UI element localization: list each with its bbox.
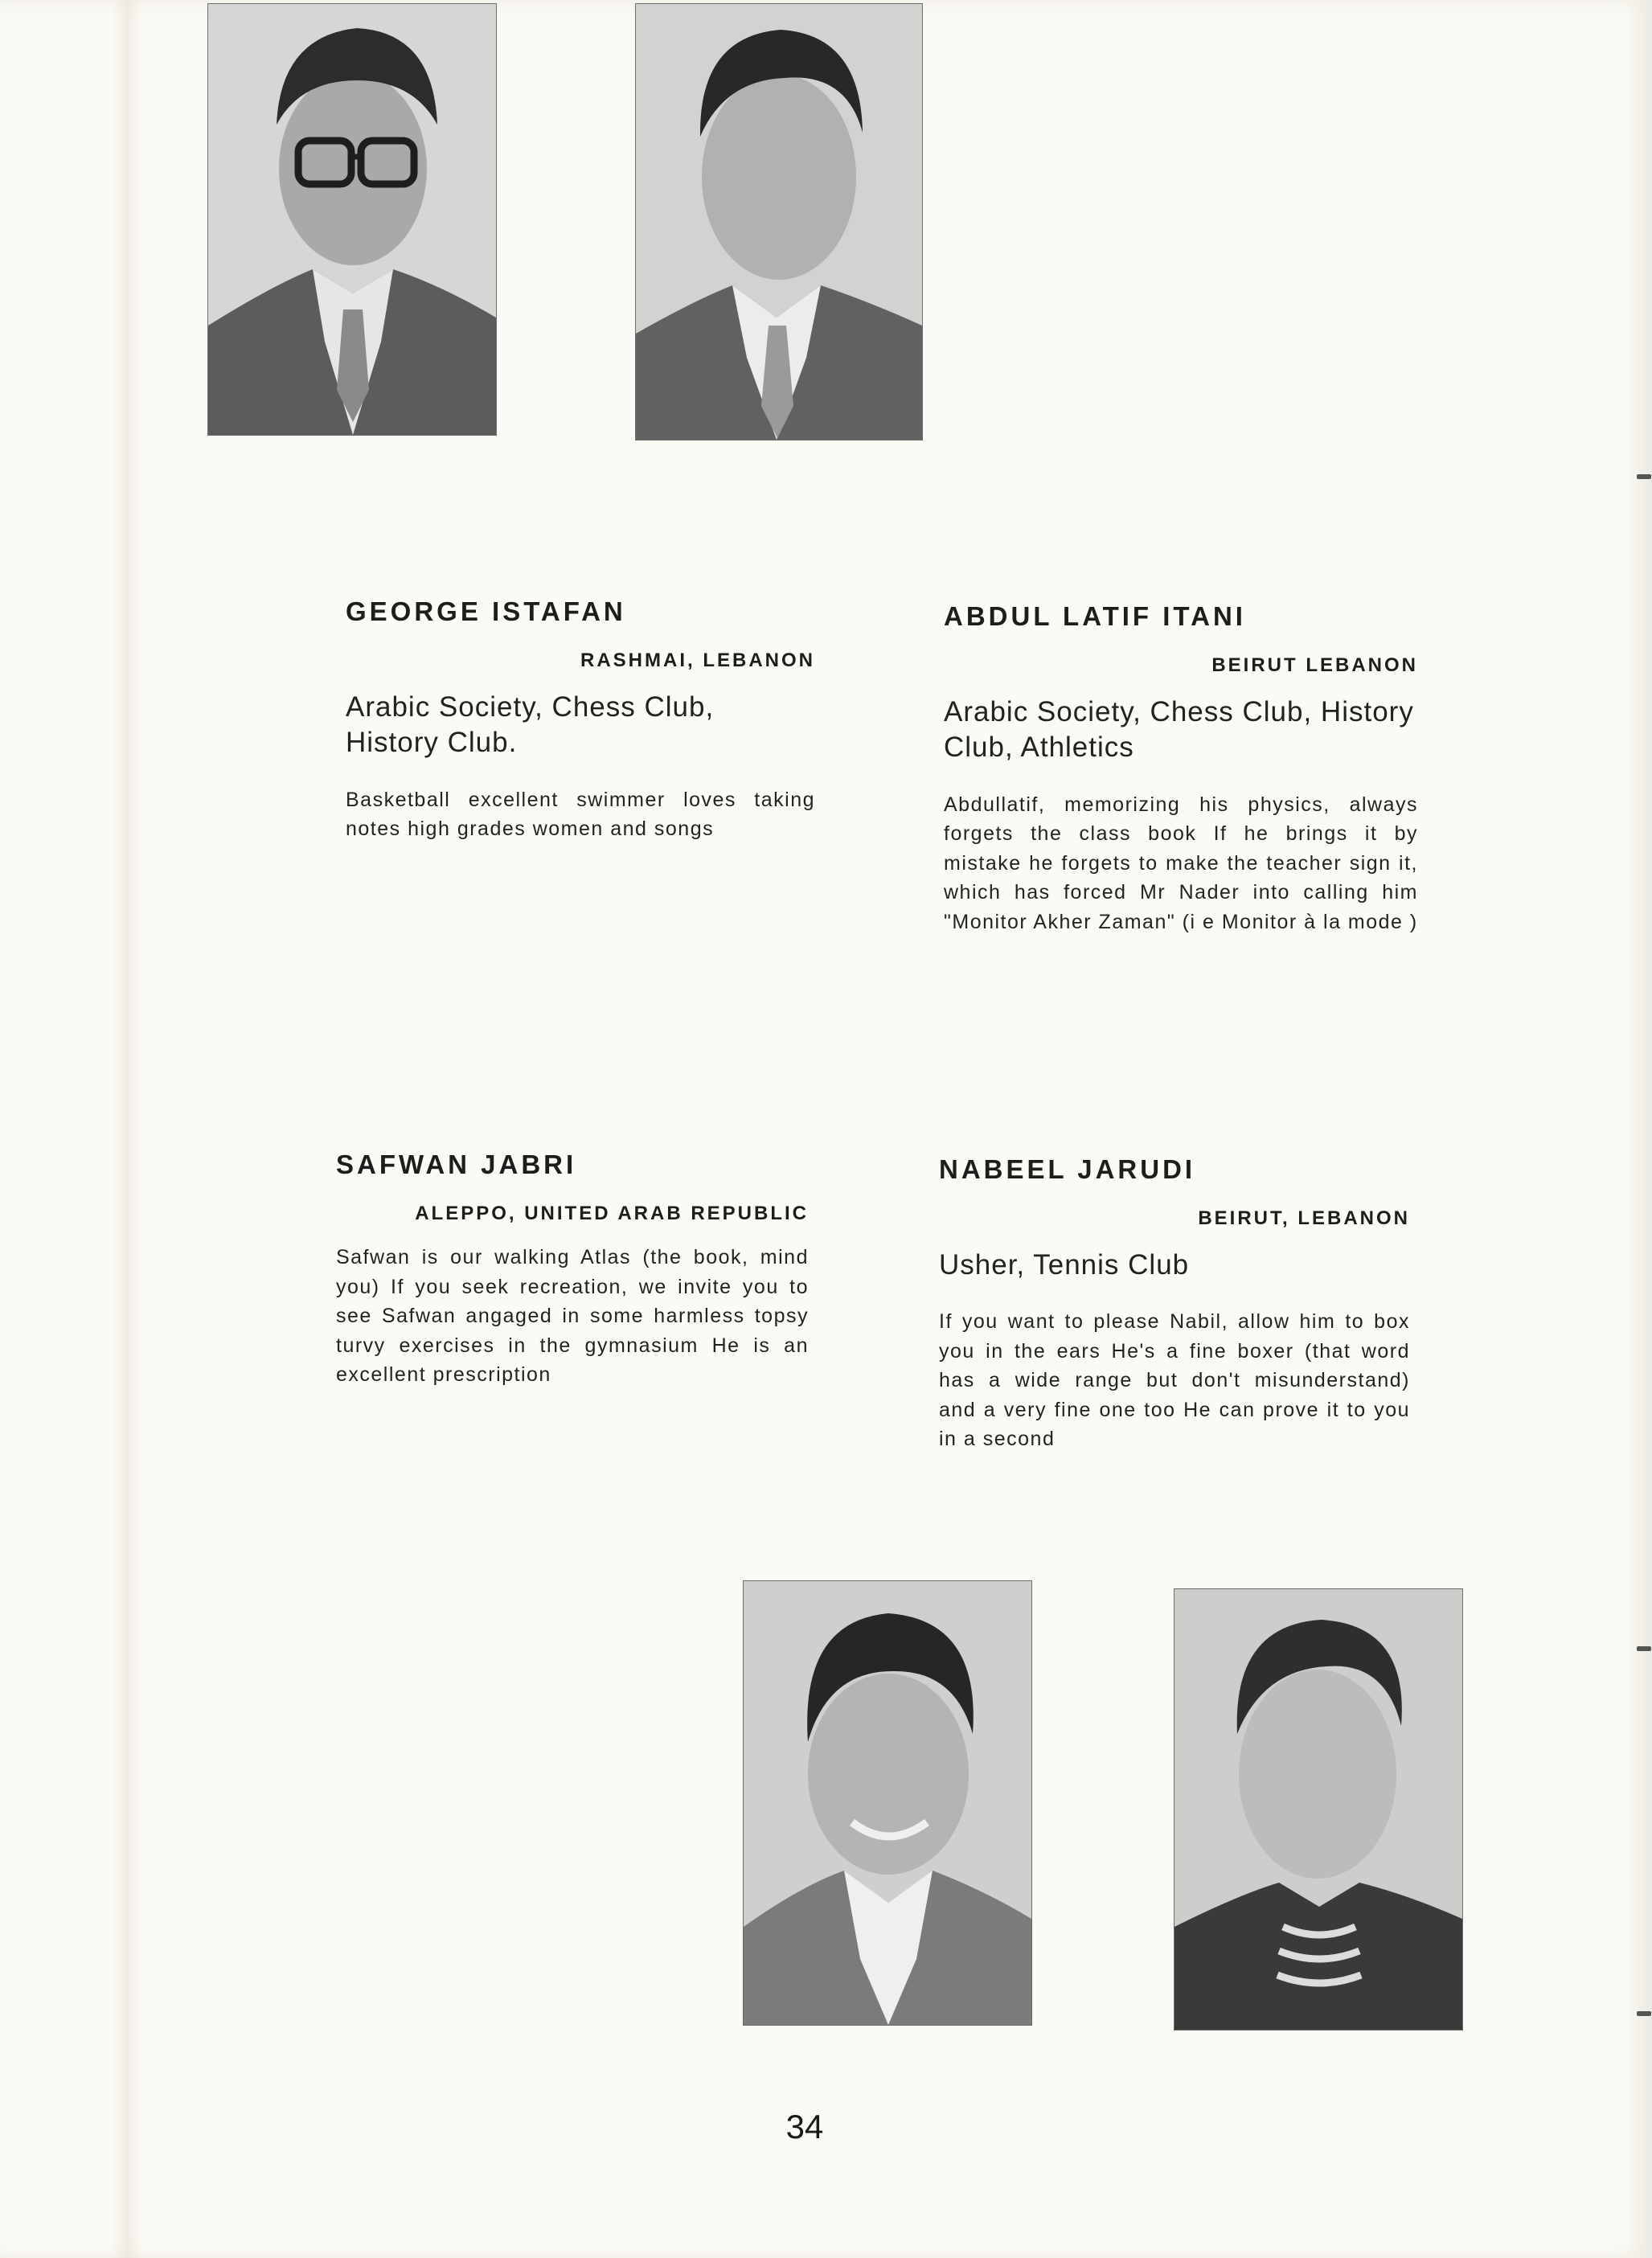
student-name: ABDUL LATIF ITANI xyxy=(944,601,1246,631)
portrait-photo-abdul-latif-itani xyxy=(635,3,923,441)
portrait-photo-nabeel-jarudi xyxy=(1174,1588,1463,2031)
student-bio: If you want to please Nabil, allow him to box you in the ears He's a fine boxer (that word has a wide range but don't misunderstand) and a very fine one too He can prove it to you in a second xyxy=(939,1310,1410,1451)
portrait-photo-george-istafan xyxy=(207,3,497,436)
page-number: 34 xyxy=(785,2108,824,2145)
student-activities: Arabic Society, Chess Club, History Club. xyxy=(346,691,715,759)
student-hometown: RASHMAI, LEBANON xyxy=(580,650,815,671)
page-crease xyxy=(113,0,141,2258)
student-name: SAFWAN JABRI xyxy=(336,1149,577,1179)
entry-nabeel-jarudi xyxy=(939,1154,1410,1454)
staple-mark xyxy=(1637,2011,1651,2016)
portrait-photo-safwan-jabri xyxy=(743,1580,1032,2026)
entry-abdul-latif-itani xyxy=(944,601,1418,936)
staple-mark xyxy=(1637,1646,1651,1651)
entry-safwan-jabri xyxy=(336,1149,809,1390)
staple-mark xyxy=(1637,474,1651,479)
entry-george-istafan xyxy=(346,596,815,844)
student-hometown: BEIRUT LEBANON xyxy=(1211,654,1418,676)
student-bio: Safwan is our walking Atlas (the book, mind you) If you seek recreation, we invite you to see Safwan angaged in some harmless topsy turvy exercises in the gymnasium He is an excellent prescription xyxy=(336,1246,809,1386)
student-activities: Arabic Society, Chess Club, History Club, Athletics xyxy=(944,696,1414,764)
student-activities: Usher, Tennis Club xyxy=(939,1249,1190,1281)
student-hometown: ALEPPO, UNITED ARAB REPUBLIC xyxy=(415,1203,809,1224)
student-bio: Basketball excellent swimmer loves taking notes high grades women and songs xyxy=(346,788,815,841)
student-name: NABEEL JARUDI xyxy=(939,1154,1196,1184)
student-hometown: BEIRUT, LEBANON xyxy=(1198,1207,1410,1229)
student-bio: Abdullatif, memorizing his physics, always forgets the class book If he brings it by mistake he forgets to make the teacher sign it, which has forced Mr Nader into calling him "Monitor Akher Zaman" (i e Monitor à la mode ) xyxy=(944,793,1418,933)
student-name: GEORGE ISTAFAN xyxy=(346,596,626,626)
